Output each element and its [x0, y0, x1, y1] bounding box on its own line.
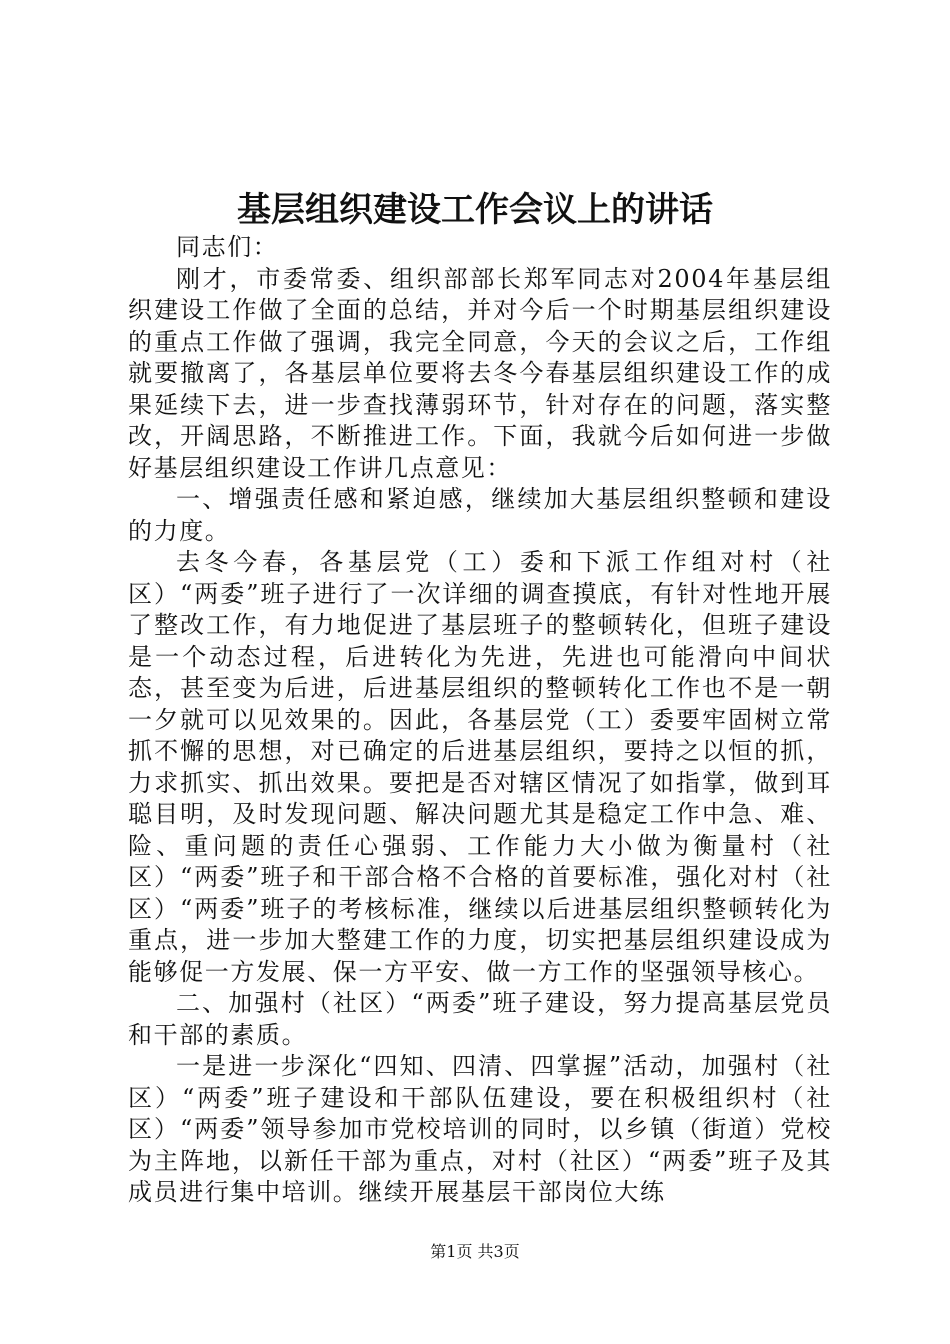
section-2-paragraph: 一是进一步深化“四知、四清、四掌握”活动，加强村（社区）“两委”班子建设和干部队伍建设，要在积极组织村（社区）“两委”领导参加市党校培训的同时，以乡镇（街道）党校为主阵地，以新任干部为重点，对村（社区）“两委”班子及其成员进行集中培训。继续开展基层干部岗位大练 — [128, 1052, 832, 1206]
section-heading-1: 一、增强责任感和紧迫感，继续加大基层组织整顿和建设的力度。 — [128, 485, 832, 545]
section-heading-2: 二、加强村（社区）“两委”班子建设，努力提高基层党员和干部的素质。 — [128, 989, 832, 1049]
document-body — [128, 232, 832, 1209]
salutation-paragraph: 同志们： — [176, 233, 279, 261]
section-1-paragraph: 去冬今春，各基层党（工）委和下派工作组对村（社区）“两委”班子进行了一次详细的调查摸底，有针对性地开展了整改工作，有力地促进了基层班子的整顿转化，但班子建设是一个动态过程，后进转化为先进，先进也可能滑向中间状态，甚至变为后进，后进基层组织的整顿转化工作也不是一朝一夕就可以见效果的。因此，各基层党（工）委要牢固树立常抓不懈的思想，对已确定的后进基层组织，要持之以恒的抓，力求抓实、抓出效果。要把是否对辖区情况了如指掌，做到耳聪目明，及时发现问题、解决问题尤其是稳定工作中急、难、险、重问题的责任心强弱、工作能力大小做为衡量村（社区）“两委”班子和干部合格不合格的首要标准，强化对村（社区）“两委”班子的考核标准，继续以后进基层组织整顿转化为重点，进一步加大整建工作的力度，切实把基层组织建设成为能够促一方发展、保一方平安、做一方工作的坚强领导核心。 — [128, 548, 832, 986]
document-title: 基层组织建设工作会议上的讲话 — [237, 190, 713, 230]
page-number-footer: 第1页 共3页 — [430, 1242, 520, 1261]
intro-paragraph: 刚才，市委常委、组织部部长郑军同志对2004年基层组织建设工作做了全面的总结，并对今后一个时期基层组织建设的重点工作做了强调，我完全同意，今天的会议之后，工作组就要撤离了，各基层单位要将去冬今春基层组织建设工作的成果延续下去，进一步查找薄弱环节，针对存在的问题，落实整改，开阔思路，不断推进工作。下面，我就今后如何进一步做好基层组织建设工作讲几点意见： — [128, 264, 832, 482]
